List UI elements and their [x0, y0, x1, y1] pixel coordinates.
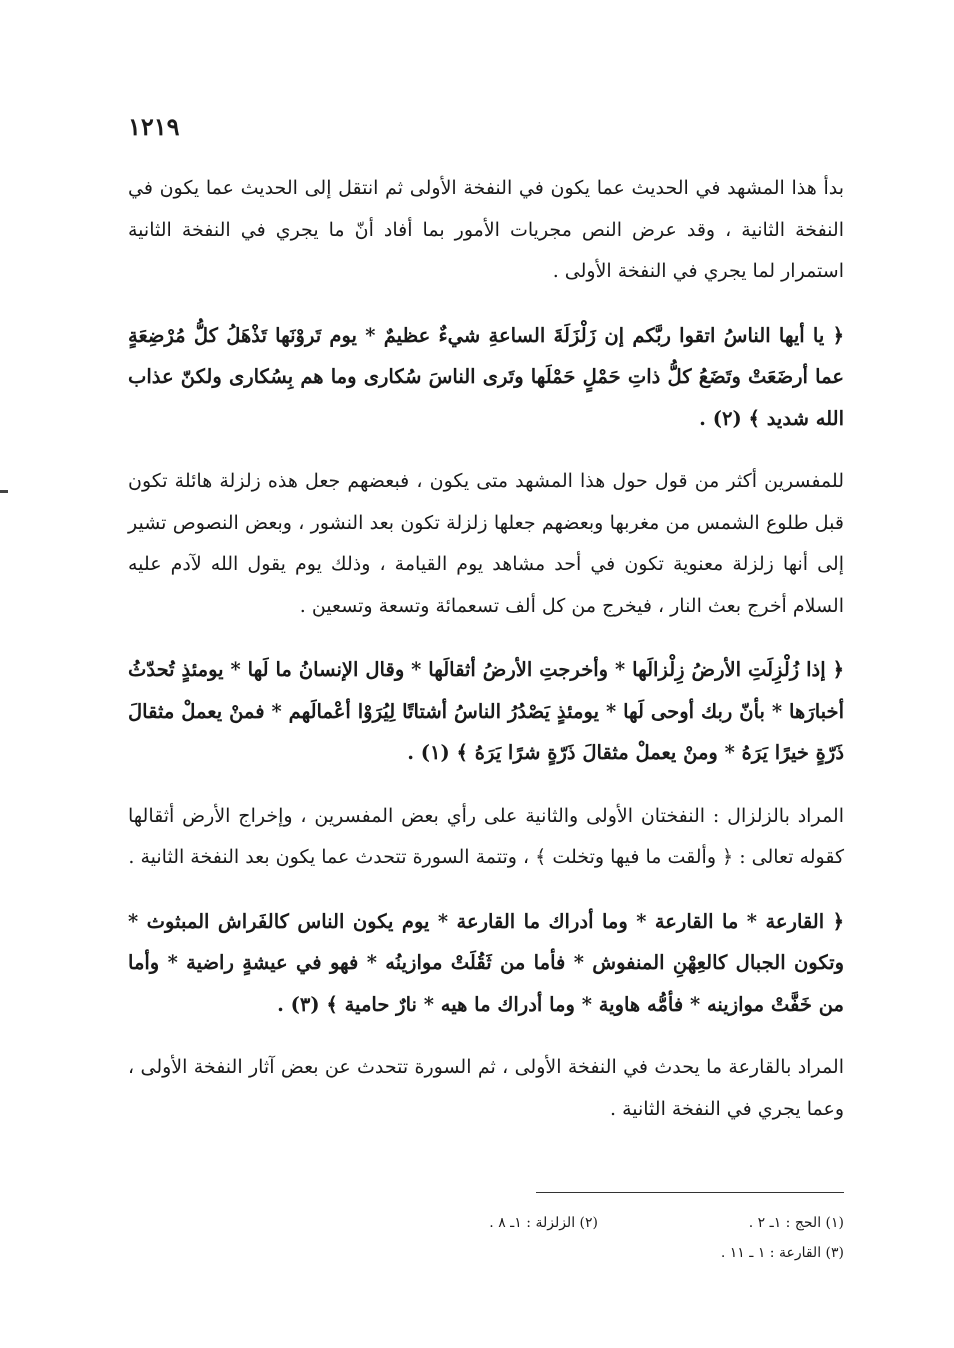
footnote-row	[310, 1238, 844, 1268]
page-number: ١٢١٩	[128, 112, 180, 141]
footnote-2: (٢) الزلزلة : ١ـ ٨ .	[489, 1215, 598, 1231]
footnote-3: (٣) القارعة : ١ ـ ١١ .	[720, 1245, 844, 1261]
paragraph-commentary-quake: للمفسرين أكثر من قول حول هذا المشهد متى يكون ، فبعضهم جعل هذه زلزلة هائلة تكون قبل طلوع الشمس من مغربها وبعضهم جعلها زلزلة تكون بعد النشور ، وبعض النصوص تشير إلى أنها زلزلة معنوية تكون في أحد مشاهد يوم القيامة ، وذلك يوم يقول الله لآدم عليه السلام أخرج بعث النار ، فيخرج من كل ألف تسعمائة وتسعة وتسعين .	[128, 470, 844, 617]
margin-mark	[0, 490, 8, 493]
paragraph-intro: بدأ هذا المشهد في الحديث عما يكون في النفخة الأولى ثم انتقل إلى الحديث عما يكون في النفخة الثانية ، وقد عرض النص مجريات الأمور بما أفاد أنّ ما يجري في النفخة الثانية استمرار لما يجري في النفخة الأولى .	[128, 177, 844, 282]
quran-verse-qaria: ﴿ القارعة * ما القارعة * وما أدراك ما القارعة * يوم يكون الناس كالفَراش المبثوث * وتكون الجبال كالعِهْنِ المنفوش * فأما من ثَقُلَتْ موازينُه * فهو في عيشةٍ راضية * وأما من خَفَّتْ موازينه * فأمُّه هاوية * وما أدراك ما هيه * نارٌ حامية ﴾ (٣) .	[128, 909, 844, 1016]
footnote-1: (١) الحج : ١ـ ٢ .	[748, 1215, 844, 1231]
page-body	[128, 168, 844, 1152]
paragraph-commentary-qaria: المراد بالقارعة ما يحدث في النفخة الأولى ، ثم السورة تتحدث عن بعض آثار النفخة الأولى ، وعما يجري في النفخة الثانية .	[128, 1056, 844, 1120]
quran-verse-zalzala: ﴿ إذا زُلْزِلَتِ الأرضُ زِلْزالَها * وأخرجتِ الأرضُ أثقالَها * وقال الإنسانُ ما لَها * يومئذٍ تُحدّثُ أخبارَها * بأنّ ربك أوحى لَها * يومئذٍ يَصْدُرُ الناسُ أشتاتًا لِيُرَوْا أعْمالَهم * فمنْ يعملْ مثقالَ ذَرّةٍ خيرًا يَرَهُ * ومنْ يعملْ مثقالَ ذَرّةٍ شرًا يَرَهُ ﴾ (١) .	[128, 658, 844, 764]
footnote-divider	[536, 1192, 844, 1193]
footnotes	[310, 1208, 844, 1268]
paragraph-commentary-zalzala: المراد بالزلزال : النفختان الأولى والثانية على رأي بعض المفسرين ، وإخراج الأرض أثقالها كقوله تعالى : ﴿ وألقت ما فيها وتخلت ﴾ ، وتتمة السورة تتحدث عما يكون بعد النفخة الثانية .	[128, 804, 844, 868]
quran-verse-hajj: ﴿ يا أيها الناسُ اتقوا ربَّكم إن زَلْزَلَةَ الساعةِ شيءٌ عظيمٌ * يوم تَروْنَها تَذْهَلُ كلُّ مُرْضِعَةٍ عما أرضَعَتْ وتَضَعُ كلُّ ذاتِ حَمْلٍ حَمْلَها وتَرى الناسَ سُكارى وما هم بِسُكارى ولكنّ عذاب الله شديد ﴾ (٢) .	[128, 323, 844, 430]
footnote-row	[310, 1208, 844, 1238]
